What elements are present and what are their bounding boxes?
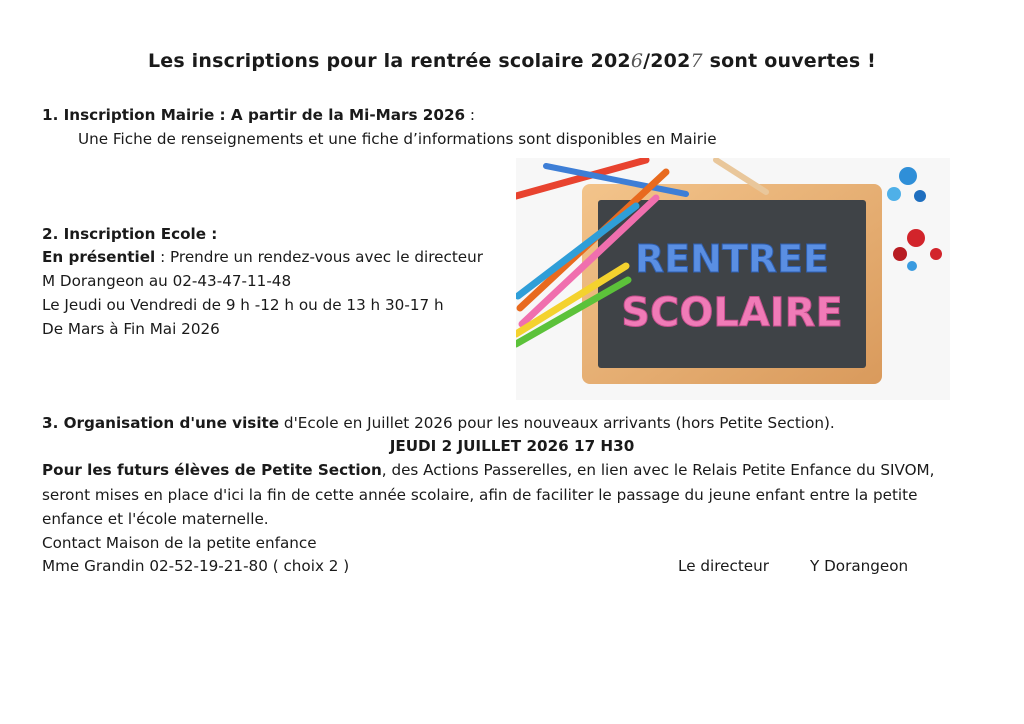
section3-heading-line [42,414,835,432]
section1-heading-colon: : [465,106,476,124]
signature-role: Le directeur [678,557,769,575]
section1-heading-line [42,106,475,124]
section3-date: JEUDI 2 JUILLET 2026 17 H30 [389,437,635,455]
page-title [0,50,1024,72]
section3-ps-label: Pour les futurs élèves de Petite Section [42,461,382,479]
section3-phone: Mme Grandin 02-52-19-21-80 ( choix 2 ) [42,557,350,575]
board-text-line1: RENTREE [634,237,830,281]
board-text-line2: SCOLAIRE [621,290,843,336]
title-middle: /202 [643,50,691,72]
section2-line1-rest: : Prendre un rendez-vous avec le directeur [155,248,484,266]
section1-text: Une Fiche de renseignements et une fiche d’informations sont disponibles en Mairie [78,130,717,148]
title-suffix: sont ouvertes ! [702,50,877,72]
section3-ps-rest: , des Actions Passerelles, en lien avec le Relais Petite Enfance du SIVOM, [381,461,935,479]
section3-line2: seront mises en place d'ici la fin de cette année scolaire, afin de faciliter le passage du jeune enfant entre la petite [42,486,918,504]
section3-heading-rest: d'Ecole en Juillet 2026 pour les nouveaux arrivants (hors Petite Section). [279,414,835,432]
section3-contact: Contact Maison de la petite enfance [42,534,317,552]
section3-heading: 3. Organisation d'une visite [42,414,280,432]
signature-name: Y Dorangeon [810,557,909,575]
section3-line3: enfance et l'école maternelle. [42,510,269,528]
section2-line3: Le Jeudi ou Vendredi de 9 h -12 h ou de 13 h 30-17 h [42,296,444,314]
section2-line1 [42,248,483,266]
title-handwritten-digit-1: 6 [630,50,644,72]
section2-line4: De Mars à Fin Mai 2026 [42,320,220,338]
section2-label: En présentiel [42,248,156,266]
section2-line2: M Dorangeon au 02-43-47-11-48 [42,272,292,290]
title-handwritten-digit-2: 7 [690,50,703,72]
title-prefix: Les inscriptions pour la rentrée scolaire 202 [147,50,631,72]
chalkboard [598,200,866,368]
section2-heading: 2. Inscription Ecole : [42,225,218,243]
section1-heading: 1. Inscription Mairie : A partir de la Mi-Mars 2026 [42,106,466,124]
rentree-scolaire-illustration [516,158,950,400]
section3-line1 [42,461,935,479]
